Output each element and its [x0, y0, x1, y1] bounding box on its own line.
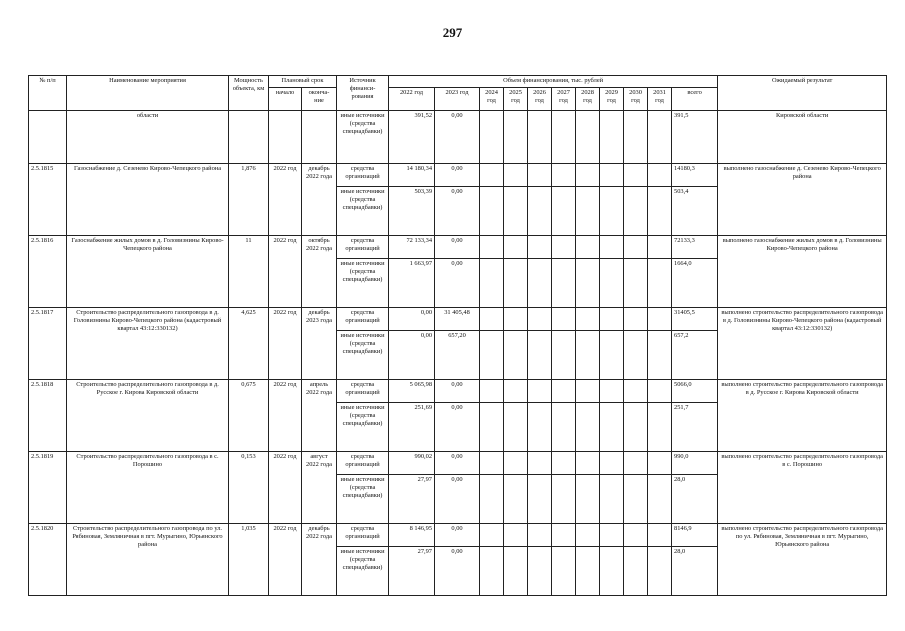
cell-2022: 990,02: [389, 452, 435, 475]
header-capacity: Мощность объекта, км: [229, 76, 269, 111]
cell-start: 2022 год: [269, 236, 302, 308]
cell-2022: 72 133,34: [389, 236, 435, 259]
header-total: всего: [672, 88, 718, 111]
cell-2022: 8 146,95: [389, 524, 435, 547]
cell-2022: 27,97: [389, 547, 435, 596]
cell-2022: 391,52: [389, 111, 435, 164]
cell-year-empty: [600, 547, 624, 596]
cell-year-empty: [648, 259, 672, 308]
cell-total: 5066,0: [672, 380, 718, 403]
cell-name: области: [67, 111, 229, 164]
cell-capacity: 4,625: [229, 308, 269, 380]
cell-capacity: 0,675: [229, 380, 269, 452]
cell-year-empty: [504, 236, 528, 259]
cell-year-empty: [504, 111, 528, 164]
header-year: 2024 год: [480, 88, 504, 111]
cell-year-empty: [552, 187, 576, 236]
cell-year-empty: [648, 164, 672, 187]
cell-year-empty: [552, 331, 576, 380]
cell-year-empty: [552, 475, 576, 524]
cell-capacity: 1,035: [229, 524, 269, 596]
cell-year-empty: [648, 111, 672, 164]
cell-year-empty: [504, 164, 528, 187]
financing-table: [28, 75, 887, 596]
cell-year-empty: [576, 475, 600, 524]
cell-year-empty: [624, 403, 648, 452]
cell-year-empty: [624, 164, 648, 187]
header-year: 2023 год: [435, 88, 480, 111]
cell-result: выполнено строительство распределительного газопровода в д. Русское г. Кирова Кировской области: [718, 380, 887, 452]
cell-year-empty: [624, 524, 648, 547]
cell-year-empty: [504, 308, 528, 331]
cell-2022: 1 663,97: [389, 259, 435, 308]
cell-start: 2022 год: [269, 452, 302, 524]
cell-year-empty: [648, 403, 672, 452]
header-result: Ожидаемый результат: [718, 76, 887, 111]
cell-2023: 0,00: [435, 187, 480, 236]
cell-year-empty: [576, 547, 600, 596]
header-year: 2025 год: [504, 88, 528, 111]
cell-year-empty: [600, 259, 624, 308]
cell-2022: 27,97: [389, 475, 435, 524]
cell-year-empty: [552, 380, 576, 403]
cell-capacity: 0,153: [229, 452, 269, 524]
cell-year-empty: [504, 187, 528, 236]
cell-2023: 0,00: [435, 380, 480, 403]
cell-name: Газоснабжение д. Сезенево Кирово-Чепецкого района: [67, 164, 229, 236]
header-start: начало: [269, 88, 302, 111]
cell-total: 28,0: [672, 547, 718, 596]
cell-name: Строительство распределительного газопровода в с. Порошино: [67, 452, 229, 524]
cell-start: [269, 111, 302, 164]
cell-2023: 657,20: [435, 331, 480, 380]
cell-year-empty: [648, 524, 672, 547]
cell-total: 657,2: [672, 331, 718, 380]
cell-start: 2022 год: [269, 308, 302, 380]
cell-year-empty: [552, 164, 576, 187]
cell-source: средства организаций: [337, 524, 389, 547]
cell-end: декабрь 2022 года: [302, 164, 337, 236]
cell-result: выполнено газоснабжение д. Сезенево Кирово-Чепецкого района: [718, 164, 887, 236]
cell-year-empty: [528, 259, 552, 308]
cell-year-empty: [648, 380, 672, 403]
cell-year-empty: [624, 547, 648, 596]
cell-name: Строительство распределительного газопровода по ул. Рябиновая, Земляничная в пгт. Мурыгино, Юрьянского района: [67, 524, 229, 596]
header-year: 2031 год: [648, 88, 672, 111]
table-row: [29, 380, 887, 403]
cell-year-empty: [624, 380, 648, 403]
cell-2023: 0,00: [435, 164, 480, 187]
header-year: 2029 год: [600, 88, 624, 111]
cell-year-empty: [528, 403, 552, 452]
cell-year-empty: [552, 111, 576, 164]
cell-result: Кировской области: [718, 111, 887, 164]
cell-num: 2.5.1819: [29, 452, 67, 524]
header-num: № п/п: [29, 76, 67, 111]
cell-total: 72133,3: [672, 236, 718, 259]
cell-2023: 0,00: [435, 452, 480, 475]
cell-year-empty: [624, 308, 648, 331]
cell-year-empty: [600, 331, 624, 380]
cell-year-empty: [480, 524, 504, 547]
cell-total: 14180,3: [672, 164, 718, 187]
cell-year-empty: [480, 111, 504, 164]
cell-result: выполнено газоснабжение жилых домов в д. Головизнины Кирово-Чепецкого района: [718, 236, 887, 308]
cell-year-empty: [504, 452, 528, 475]
cell-year-empty: [576, 111, 600, 164]
cell-num: 2.5.1820: [29, 524, 67, 596]
cell-year-empty: [480, 331, 504, 380]
cell-year-empty: [624, 259, 648, 308]
cell-2023: 0,00: [435, 547, 480, 596]
cell-year-empty: [624, 187, 648, 236]
cell-year-empty: [480, 187, 504, 236]
cell-end: декабрь 2022 года: [302, 524, 337, 596]
cell-2022: 251,69: [389, 403, 435, 452]
cell-year-empty: [528, 380, 552, 403]
cell-capacity: [229, 111, 269, 164]
cell-year-empty: [528, 111, 552, 164]
cell-year-empty: [576, 403, 600, 452]
cell-end: октябрь 2022 года: [302, 236, 337, 308]
cell-year-empty: [528, 164, 552, 187]
cell-year-empty: [576, 236, 600, 259]
cell-2023: 0,00: [435, 524, 480, 547]
cell-year-empty: [480, 380, 504, 403]
cell-source: иные источники (средства спецнадбавки): [337, 187, 389, 236]
cell-year-empty: [528, 524, 552, 547]
cell-2023: 0,00: [435, 111, 480, 164]
cell-name: Строительство распределительного газопровода в д. Русское г. Кирова Кировской области: [67, 380, 229, 452]
cell-num: 2.5.1817: [29, 308, 67, 380]
cell-source: средства организаций: [337, 380, 389, 403]
cell-year-empty: [600, 187, 624, 236]
cell-2022: 0,00: [389, 331, 435, 380]
cell-year-empty: [528, 236, 552, 259]
cell-year-empty: [624, 452, 648, 475]
cell-num: 2.5.1818: [29, 380, 67, 452]
cell-result: выполнено строительство распределительного газопровода в д. Головизнины Кирово-Чепецкого района (кадастровый квартал 43:12:330132): [718, 308, 887, 380]
cell-start: 2022 год: [269, 380, 302, 452]
cell-year-empty: [576, 164, 600, 187]
cell-result: выполнено строительство распределительного газопровода в с. Порошино: [718, 452, 887, 524]
cell-year-empty: [552, 452, 576, 475]
cell-year-empty: [648, 547, 672, 596]
table-row: [29, 111, 887, 164]
cell-year-empty: [648, 452, 672, 475]
cell-end: апрель 2022 года: [302, 380, 337, 452]
cell-source: средства организаций: [337, 236, 389, 259]
header-plan: Плановый срок: [269, 76, 337, 88]
cell-year-empty: [576, 187, 600, 236]
cell-year-empty: [576, 308, 600, 331]
table-row: [29, 452, 887, 475]
table-row: [29, 308, 887, 331]
cell-year-empty: [528, 308, 552, 331]
cell-total: 503,4: [672, 187, 718, 236]
cell-year-empty: [504, 380, 528, 403]
cell-source: иные источники (средства спецнадбавки): [337, 111, 389, 164]
cell-year-empty: [648, 475, 672, 524]
cell-year-empty: [600, 524, 624, 547]
cell-2022: 5 065,98: [389, 380, 435, 403]
cell-year-empty: [576, 331, 600, 380]
cell-year-empty: [480, 236, 504, 259]
cell-year-empty: [600, 403, 624, 452]
cell-year-empty: [576, 524, 600, 547]
cell-capacity: 11: [229, 236, 269, 308]
header-year: 2022 год: [389, 88, 435, 111]
cell-end: декабрь 2023 года: [302, 308, 337, 380]
cell-year-empty: [504, 475, 528, 524]
cell-year-empty: [552, 259, 576, 308]
cell-2023: 0,00: [435, 259, 480, 308]
cell-year-empty: [480, 403, 504, 452]
cell-year-empty: [624, 475, 648, 524]
cell-year-empty: [528, 475, 552, 524]
cell-year-empty: [528, 547, 552, 596]
header-year: 2027 год: [552, 88, 576, 111]
header-end: оконча-ние: [302, 88, 337, 111]
cell-total: 28,0: [672, 475, 718, 524]
header-year: 2026 год: [528, 88, 552, 111]
cell-year-empty: [600, 308, 624, 331]
cell-num: [29, 111, 67, 164]
cell-year-empty: [600, 164, 624, 187]
cell-source: иные источники (средства спецнадбавки): [337, 331, 389, 380]
cell-source: иные источники (средства спецнадбавки): [337, 547, 389, 596]
table-row: [29, 524, 887, 547]
cell-year-empty: [600, 475, 624, 524]
cell-2022: 14 180,34: [389, 164, 435, 187]
cell-year-empty: [504, 547, 528, 596]
cell-year-empty: [552, 236, 576, 259]
cell-year-empty: [552, 403, 576, 452]
cell-year-empty: [480, 259, 504, 308]
header-funding: Объем финансирования, тыс. рублей: [389, 76, 718, 88]
page-number: 297: [442, 25, 463, 40]
cell-year-empty: [552, 547, 576, 596]
cell-num: 2.5.1815: [29, 164, 67, 236]
cell-source: средства организаций: [337, 164, 389, 187]
cell-year-empty: [504, 524, 528, 547]
cell-name: Строительство распределительного газопровода в д. Головизнины Кирово-Чепецкого района (кадастровый квартал 43:12:330132): [67, 308, 229, 380]
cell-total: 990,0: [672, 452, 718, 475]
cell-year-empty: [480, 547, 504, 596]
cell-num: 2.5.1816: [29, 236, 67, 308]
cell-total: 8146,9: [672, 524, 718, 547]
cell-2023: 31 405,48: [435, 308, 480, 331]
cell-year-empty: [528, 331, 552, 380]
header-year: 2030 год: [624, 88, 648, 111]
cell-result: выполнено строительство распределительного газопровода по ул. Рябиновая, Земляничная в пгт. Мурыгино, Юрьянского района: [718, 524, 887, 596]
cell-year-empty: [528, 452, 552, 475]
cell-year-empty: [576, 452, 600, 475]
cell-year-empty: [600, 452, 624, 475]
cell-source: иные источники (средства спецнадбавки): [337, 259, 389, 308]
cell-2023: 0,00: [435, 475, 480, 524]
header-name: Наименование мероприятия: [67, 76, 229, 111]
cell-year-empty: [528, 187, 552, 236]
table-row: [29, 236, 887, 259]
cell-year-empty: [648, 236, 672, 259]
cell-source: иные источники (средства спецнадбавки): [337, 475, 389, 524]
cell-total: 1664,0: [672, 259, 718, 308]
cell-year-empty: [576, 380, 600, 403]
cell-2023: 0,00: [435, 236, 480, 259]
cell-year-empty: [480, 308, 504, 331]
cell-year-empty: [504, 259, 528, 308]
cell-source: иные источники (средства спецнадбавки): [337, 403, 389, 452]
cell-year-empty: [624, 236, 648, 259]
cell-name: Газоснабжение жилых домов в д. Головизнины Кирово-Чепецкого района: [67, 236, 229, 308]
cell-year-empty: [600, 380, 624, 403]
header-source: Источник финанси-рования: [337, 76, 389, 111]
cell-year-empty: [552, 308, 576, 331]
cell-year-empty: [600, 236, 624, 259]
cell-2022: 0,00: [389, 308, 435, 331]
cell-source: средства организаций: [337, 452, 389, 475]
cell-year-empty: [504, 403, 528, 452]
cell-start: 2022 год: [269, 524, 302, 596]
cell-start: 2022 год: [269, 164, 302, 236]
cell-capacity: 1,876: [229, 164, 269, 236]
table-row: [29, 164, 887, 187]
cell-total: 391,5: [672, 111, 718, 164]
cell-year-empty: [552, 524, 576, 547]
cell-source: средства организаций: [337, 308, 389, 331]
cell-2023: 0,00: [435, 403, 480, 452]
cell-end: [302, 111, 337, 164]
cell-year-empty: [576, 259, 600, 308]
cell-year-empty: [648, 308, 672, 331]
cell-year-empty: [624, 111, 648, 164]
cell-year-empty: [600, 111, 624, 164]
cell-year-empty: [480, 164, 504, 187]
cell-year-empty: [480, 475, 504, 524]
cell-total: 251,7: [672, 403, 718, 452]
cell-total: 31405,5: [672, 308, 718, 331]
cell-2022: 503,39: [389, 187, 435, 236]
cell-year-empty: [624, 331, 648, 380]
cell-year-empty: [648, 331, 672, 380]
cell-year-empty: [504, 331, 528, 380]
header-year: 2028 год: [576, 88, 600, 111]
cell-end: август 2022 года: [302, 452, 337, 524]
cell-year-empty: [648, 187, 672, 236]
cell-year-empty: [480, 452, 504, 475]
